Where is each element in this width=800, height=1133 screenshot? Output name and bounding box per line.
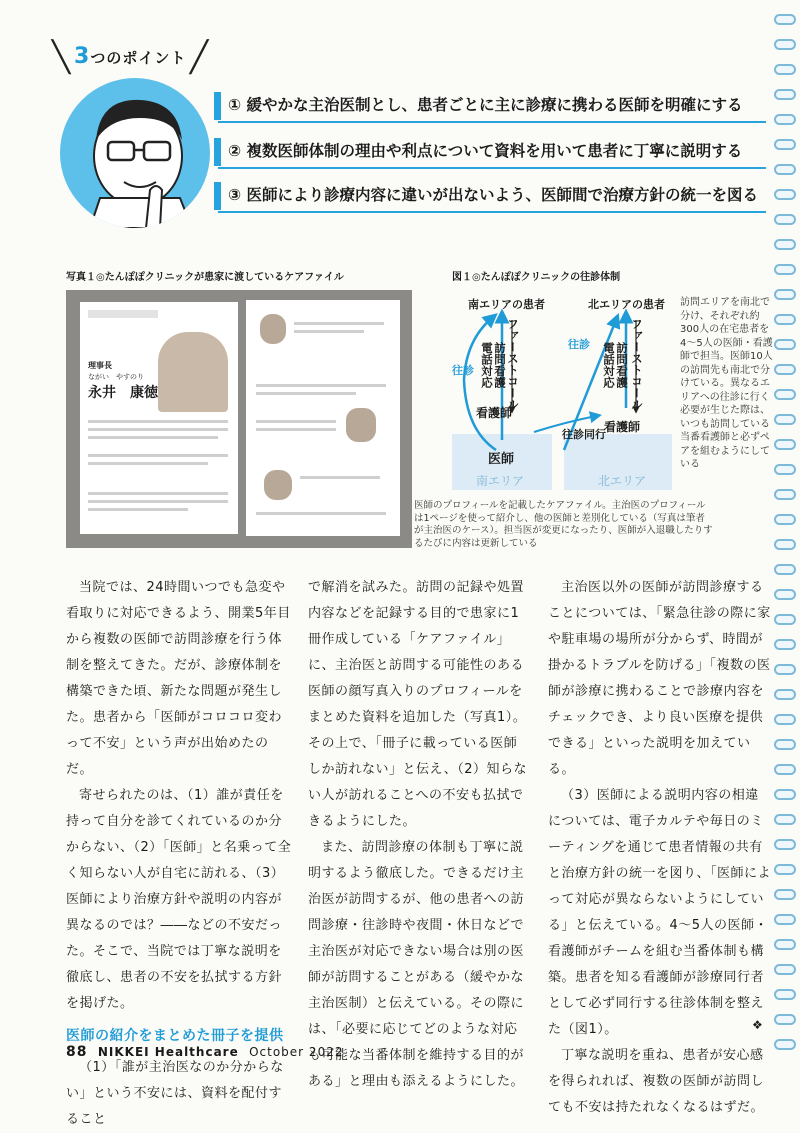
point-3: ③ 医師により診療内容に違いが出ないよう、医師間で治療方針の統一を図る [218, 178, 766, 213]
binding-ring [774, 339, 796, 350]
binding-ring [774, 1039, 796, 1050]
binding-ring [774, 364, 796, 375]
paragraph: （3）医師による説明内容の相違については、電子カルテや毎日のミーティングを通じて患者情報の共有と治療方針の統一を図り、「医師によって対応が異ならないようにしている」と伝えている。4〜5人の医師・看護師がチームを組む当番体制も構築。患者を知る看護師が診療同行者として必ず同行する往診体制を整えた（図1）。 [548, 788, 772, 1037]
section-subheading: 医師の紹介をまとめた冊子を提供 [66, 1028, 284, 1044]
points-heading-number: 3 [74, 44, 91, 69]
doc-kana: ながい やすのり [88, 373, 144, 381]
binding-ring [774, 964, 796, 975]
binding-ring [774, 1014, 796, 1025]
binding-ring [774, 389, 796, 400]
paragraph: 寄せられたのは、（1）誰が責任を持って自分を診てくれているのか分からない、（2）「医師」と名乗って全く知らない人が自宅に訪れる、（3）医師により治療方針や説明の内容が異なるのでは？――などの不安だった。そこで、当院では丁寧な説明を徹底し、患者の不安を払拭する方針を掲げた。 [66, 788, 292, 1011]
binding-ring [774, 464, 796, 475]
binding-ring [774, 189, 796, 200]
column-2 [308, 575, 530, 1095]
binding-ring [774, 689, 796, 700]
points-heading [74, 44, 186, 69]
photo-title: 写真１◎たんぽぽクリニックが患家に渡しているケアファイル [66, 272, 344, 283]
binding-ring [774, 14, 796, 25]
binding-ring [774, 864, 796, 875]
figure-title: 図１◎たんぽぽクリニックの往診体制 [452, 272, 621, 283]
binding-ring [774, 89, 796, 100]
author-illustration-icon [60, 78, 210, 228]
doc-name: 永井 康徳 [88, 385, 158, 401]
binding-ring [774, 289, 796, 300]
binding-ring [774, 514, 796, 525]
binding-ring [774, 764, 796, 775]
slash-left-decoration: ╲ [52, 40, 71, 75]
point-2: ② 複数医師体制の理由や利点について資料を用いて患者に丁寧に説明する [218, 134, 766, 169]
binding-ring [774, 64, 796, 75]
binding-ring [774, 589, 796, 600]
binding-ring [774, 889, 796, 900]
binding-ring [774, 414, 796, 425]
binding-ring [774, 314, 796, 325]
binding-ring [774, 789, 796, 800]
binding-ring [774, 639, 796, 650]
binding-ring [774, 39, 796, 50]
binding-ring [774, 139, 796, 150]
doctor-label: 医師 [488, 452, 515, 467]
photo-caption: 医師のプロフィールを記載したケアファイル。主治医のプロフィールは1ページを使って紹介し、他の医師と差別化している（写真は筆者が主治医のケース）。担当医が変更になったり、医師が入退職したりするたびに内容は更新している [414, 500, 713, 549]
north-oushin-label: 往診 [568, 338, 590, 351]
paragraph: で解消を試みた。訪問の記録や処置内容などを記録する目的で患家に1冊作成している「ケアファイル」に、主治医と訪問する可能性のある医師の顔写真入りのプロフィールをまとめた資料を追加した（写真1）。その上で、「冊子に載っている医師しか訪れない」と伝え、（2）知らない人が訪れることへの不安も払拭できるようにした。 [308, 580, 528, 829]
north-area-label: 北エリア [598, 474, 647, 488]
page-footer [66, 1044, 343, 1060]
binding-ring [774, 164, 796, 175]
binding-ring [774, 214, 796, 225]
column-3 [548, 575, 772, 1121]
end-mark-icon: ❖ [752, 1018, 763, 1032]
south-first-call-label: ファーストコール [506, 318, 520, 410]
binding-ring [774, 614, 796, 625]
south-area-label: 南エリア [476, 474, 525, 488]
binding-ring [774, 439, 796, 450]
paragraph: 当院では、24時間いつでも急変や看取りに対応できるよう、開業5年目から複数の医師で訪問診療を行う体制を整えてきた。だが、診療体制を構築できた頃、新たな問題が発生した。患者から「医師がコロコロ変わって不安」という声が出始めたのだ。 [66, 580, 291, 777]
binding-ring [774, 539, 796, 550]
binding-ring [774, 264, 796, 275]
south-nurse-label: 看護師 [476, 406, 513, 420]
binding-ring [774, 564, 796, 575]
binding-ring [774, 989, 796, 1000]
care-file-left-page [80, 302, 238, 534]
care-file-right-page [246, 300, 400, 536]
figure-note: 訪問エリアを南北で分け、それぞれ約300人の在宅患者を4〜5人の医師・看護師で担当。医師10人の訪問先も南北で分けている。異なるエリアへの往診に行く必要が生じた際は、いつも訪問している当番看護師と必ずペアを組むようにしている [680, 297, 773, 470]
paragraph: 丁寧な説明を重ね、患者が安心感を得られれば、複数の医師が訪問しても不安は持たれなくなるはずだ。 [548, 1048, 765, 1115]
north-nurse-label: 看護師 [604, 420, 641, 434]
binding-ring [774, 739, 796, 750]
south-patients-label: 南エリアの患者 [468, 298, 545, 311]
binding-ring [774, 114, 796, 125]
page-number: 88 [66, 1044, 88, 1060]
magazine-name: NIKKEI Healthcare [97, 1045, 239, 1059]
binding-ring [774, 939, 796, 950]
point-1: ① 緩やかな主治医制とし、患者ごとに主に診療に携わる医師を明確にする [218, 88, 766, 123]
paragraph: 主治医以外の医師が訪問診療することについては、「緊急往診の際に家や駐車場の場所が分からず、時間が掛かるトラブルを防げる」「複数の医師が診療に携わることで診療内容をチェックでき、より良い医療を提供できる」といった説明を加えている。 [548, 580, 771, 777]
binding-ring [774, 814, 796, 825]
slash-right-decoration: ╱ [190, 40, 209, 75]
binding-ring [774, 664, 796, 675]
binding-ring [774, 239, 796, 250]
north-first-call-label: ファーストコール [630, 318, 644, 410]
north-visit-nurse-label: 訪問看護 電話対応 [602, 342, 629, 388]
north-patients-label: 北エリアの患者 [588, 298, 665, 311]
binding-ring [774, 714, 796, 725]
spiral-binding [772, 14, 796, 1064]
care-file-photo [66, 290, 412, 548]
issue-date: October 2022 [249, 1045, 344, 1059]
paragraph: また、訪問診療の体制も丁寧に説明するよう徹底した。できるだけ主治医が訪問するが、他の患者への訪問診療・往診時や夜間・休日などで主治医が対応できない場合は別の医師が訪問することがある（緩やかな主治医制）と伝えている。その際には、「必要に応じてどのような対応も可能な当番体制を維持する目的がある」と理由も添えるようにした。 [308, 840, 525, 1089]
paragraph: （1）「誰が主治医なのか分からない」という不安には、資料を配付すること [66, 1060, 284, 1127]
oushin-dokou-label: 往診同行 [562, 428, 606, 441]
binding-ring [774, 914, 796, 925]
points-heading-text: つのポイント [90, 49, 187, 67]
south-visit-nurse-label: 訪問看護 電話対応 [480, 342, 507, 388]
doc-role: 理事長 [88, 361, 112, 370]
binding-ring [774, 839, 796, 850]
south-oushin-label: 往診 [452, 364, 474, 377]
binding-ring [774, 489, 796, 500]
